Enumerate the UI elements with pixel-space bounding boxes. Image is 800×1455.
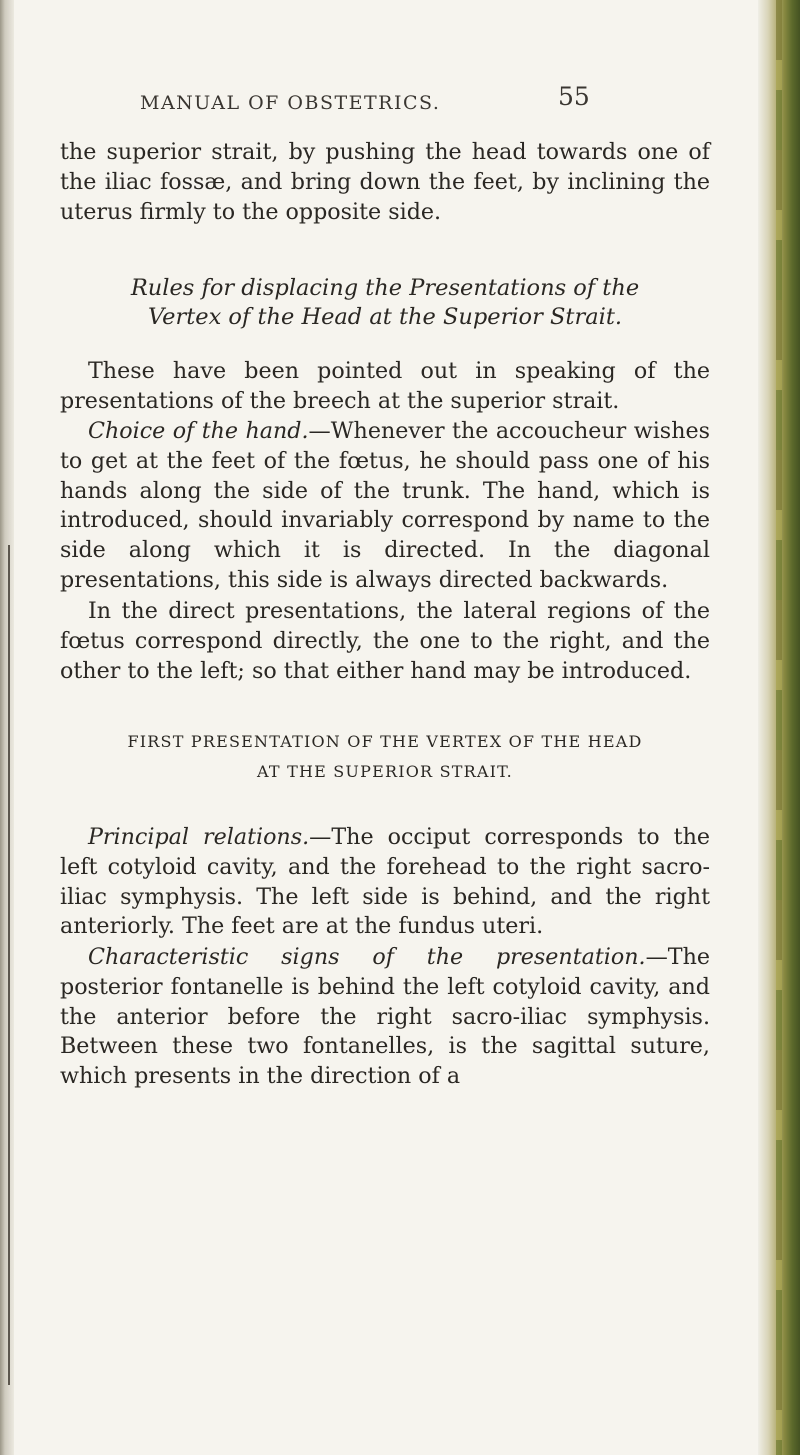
paragraph-1: the superior strait, by pushing the head towards one of the iliac fossæ, and bring down the feet, by inclining the uterus firmly to the opposite side. [60, 139, 710, 225]
margin-rule [8, 545, 10, 1385]
paragraph-4: In the direct presentations, the lateral regions of the fœtus correspond directly, the one to the right, and the other to the left; so that either hand may be introduced. [60, 598, 710, 684]
spine-stripe [776, 0, 782, 1455]
section-heading-first-presentation-line1: FIRST PRESENTATION OF THE VERTEX OF THE HEAD [127, 732, 643, 751]
paragraph-5-body: —The occiput corresponds to the left cotyloid cavity, and the forehead to the right sacro-iliac symphysis. The left side is behind, and the right anteriorly. The feet are at the fundus uteri. [60, 824, 710, 940]
paragraph-6 [60, 943, 710, 1092]
paragraph-3 [60, 417, 710, 596]
section-heading-rules-line1: Rules for displacing the Presentations of the [130, 275, 640, 301]
paragraph-2: These have been pointed out in speaking of the presentations of the breech at the superior strait. [60, 358, 710, 414]
section-heading-first-presentation-line2: AT THE SUPERIOR STRAIT. [257, 762, 513, 781]
paragraph-6-lead: Characteristic signs of the presentation. [88, 944, 646, 970]
paragraph-5-lead: Principal relations. [88, 824, 310, 850]
running-title: MANUAL OF OBSTETRICS. [140, 92, 441, 114]
section-heading-rules-line2: Vertex of the Head at the Superior Strait. [147, 304, 623, 330]
paragraph-6-body: —The posterior fontanelle is behind the left cotyloid cavity, and the anterior before the right sacro-iliac symphysis. Between these two fontanelles, is the sagittal suture, which presents in the direction of a [60, 944, 710, 1090]
paragraph-5 [60, 823, 710, 942]
paragraph-3-body: —Whenever the accoucheur wishes to get at the feet of the fœtus, he should pass one of his hands along the side of the trunk. The hand, which is introduced, should invariably correspond by name to the side along which it is directed. In the diagonal presentations, this side is always directed backwards. [60, 418, 710, 593]
page-number: 55 [558, 82, 590, 111]
page-left-edge [0, 0, 14, 1455]
paragraph-3-lead: Choice of the hand. [88, 418, 309, 444]
